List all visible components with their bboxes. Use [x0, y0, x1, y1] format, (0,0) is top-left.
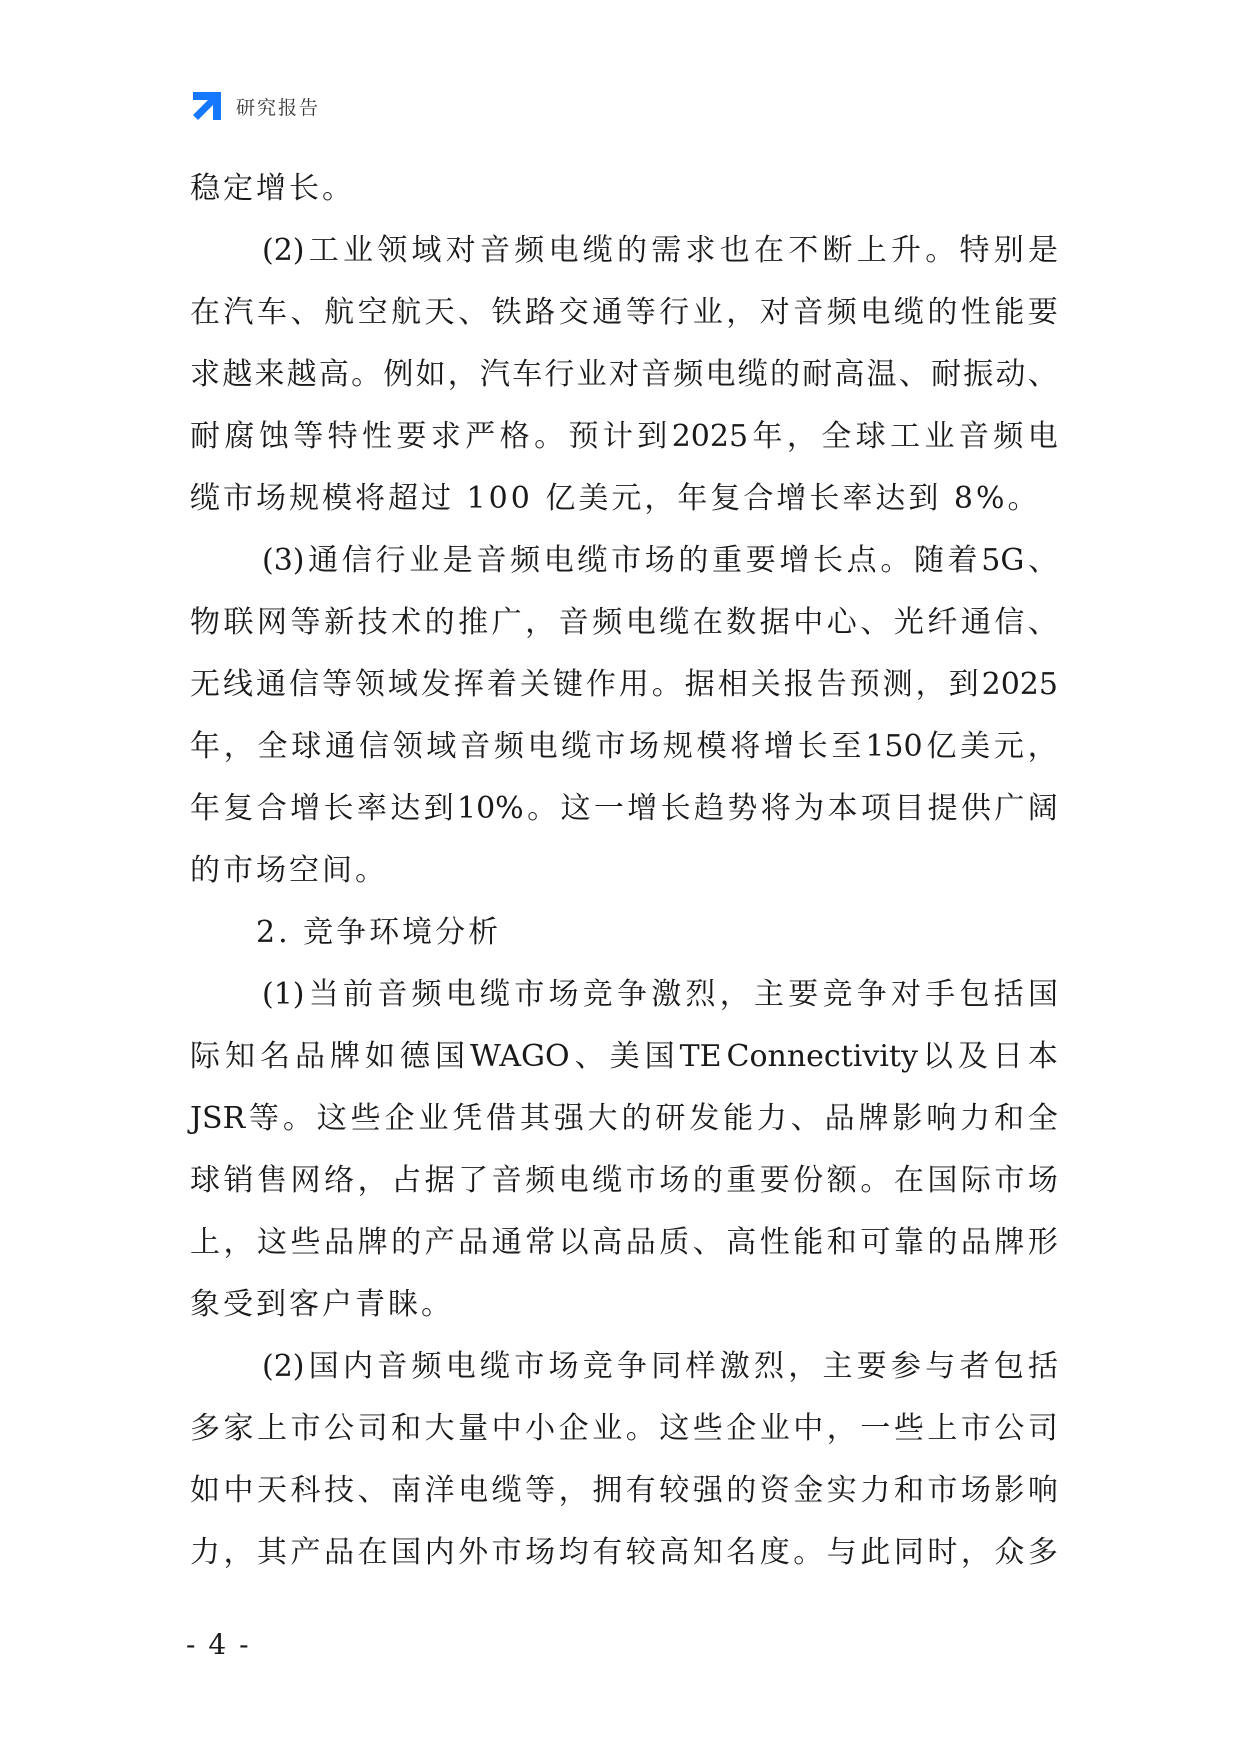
paragraph-line: 无 线 通 信 等 领 域 发 挥 着 关 键 作 用 。 据 相 关 报 告 预 测 ， 到 2025 — [190, 667, 1058, 702]
paragraph-line: 力 ， 其 产 品 在 国 内 外 市 场 均 有 较 高 知 名 度 。 与 此 同 时 ， 众 多 — [190, 1535, 1058, 1570]
paragraph-line: 耐 腐 蚀 等 特 性 要 求 严 格 。 预 计 到 2025 年 ， 全 球 工 业 音 频 电 — [190, 419, 1058, 454]
page-number: - 4 - — [186, 1628, 251, 1661]
paragraph-line: (3) 通 信 行 业 是 音 频 电 缆 市 场 的 重 要 增 长 点 。 随 着 5G 、 — [262, 543, 1058, 578]
paragraph-line: 年 复 合 增 长 率 达 到 10% 。 这 一 增 长 趋 势 将 为 本 项 目 提 供 广 阔 — [190, 791, 1058, 826]
paragraph-line: JSR 等 。 这 些 企 业 凭 借 其 强 大 的 研 发 能 力 、 品 牌 影 响 力 和 全 — [190, 1101, 1058, 1136]
paragraph-line: 的市场空间。 — [190, 853, 388, 888]
header-title: 研究报告 — [236, 96, 321, 119]
paragraph-line: 在 汽 车 、 航 空 航 天 、 铁 路 交 通 等 行 业 ， 对 音 频 电 缆 的 性 能 要 — [190, 295, 1058, 330]
paragraph-line: 象受到客户青睐。 — [190, 1287, 454, 1322]
paragraph-line: 上 ， 这 些 品 牌 的 产 品 通 常 以 高 品 质 、 高 性 能 和 可 靠 的 品 牌 形 — [190, 1225, 1058, 1260]
paragraph-line: (2) 国 内 音 频 电 缆 市 场 竞 争 同 样 激 烈 ， 主 要 参 与 者 包 括 — [262, 1349, 1058, 1384]
paragraph-line: 物 联 网 等 新 技 术 的 推 广 ， 音 频 电 缆 在 数 据 中 心 、 光 纤 通 信 、 — [190, 605, 1058, 640]
paragraph-line: 缆市场规模将超过 100 亿美元，年复合增长率达到 8%。 — [190, 481, 1041, 516]
page-header — [190, 88, 320, 124]
paragraph-line: (1) 当 前 音 频 电 缆 市 场 竞 争 激 烈 ， 主 要 竞 争 对 手 包 括 国 — [262, 977, 1058, 1012]
paragraph-line: 多 家 上 市 公 司 和 大 量 中 小 企 业 。 这 些 企 业 中 ， 一 些 上 市 公 司 — [190, 1411, 1058, 1446]
paragraph-line: 如 中 天 科 技 、 南 洋 电 缆 等 ， 拥 有 较 强 的 资 金 实 力 和 市 场 影 响 — [190, 1473, 1058, 1508]
paragraph-line: 年 ， 全 球 通 信 领 域 音 频 电 缆 市 场 规 模 将 增 长 至 150 亿 美 元 ， — [190, 729, 1058, 764]
arrow-up-right-icon — [190, 89, 224, 123]
paragraph-line: 球 销 售 网 络 ， 占 据 了 音 频 电 缆 市 场 的 重 要 份 额 。 在 国 际 市 场 — [190, 1163, 1058, 1198]
section-heading: 2. 竞争环境分析 — [256, 915, 502, 950]
paragraph-line: 稳定增长。 — [190, 171, 355, 206]
paragraph-line: 求 越 来 越 高 。 例 如 ， 汽 车 行 业 对 音 频 电 缆 的 耐 高 温 、 耐 振 动 、 — [190, 357, 1058, 392]
paragraph-line: (2) 工 业 领 域 对 音 频 电 缆 的 需 求 也 在 不 断 上 升 。 特 别 是 — [262, 233, 1058, 268]
document-body — [190, 158, 1058, 1584]
paragraph-line: 际 知 名 品 牌 如 德 国 WAGO 、 美 国 TE Connectivity 以 及 日 本 — [190, 1039, 1058, 1074]
